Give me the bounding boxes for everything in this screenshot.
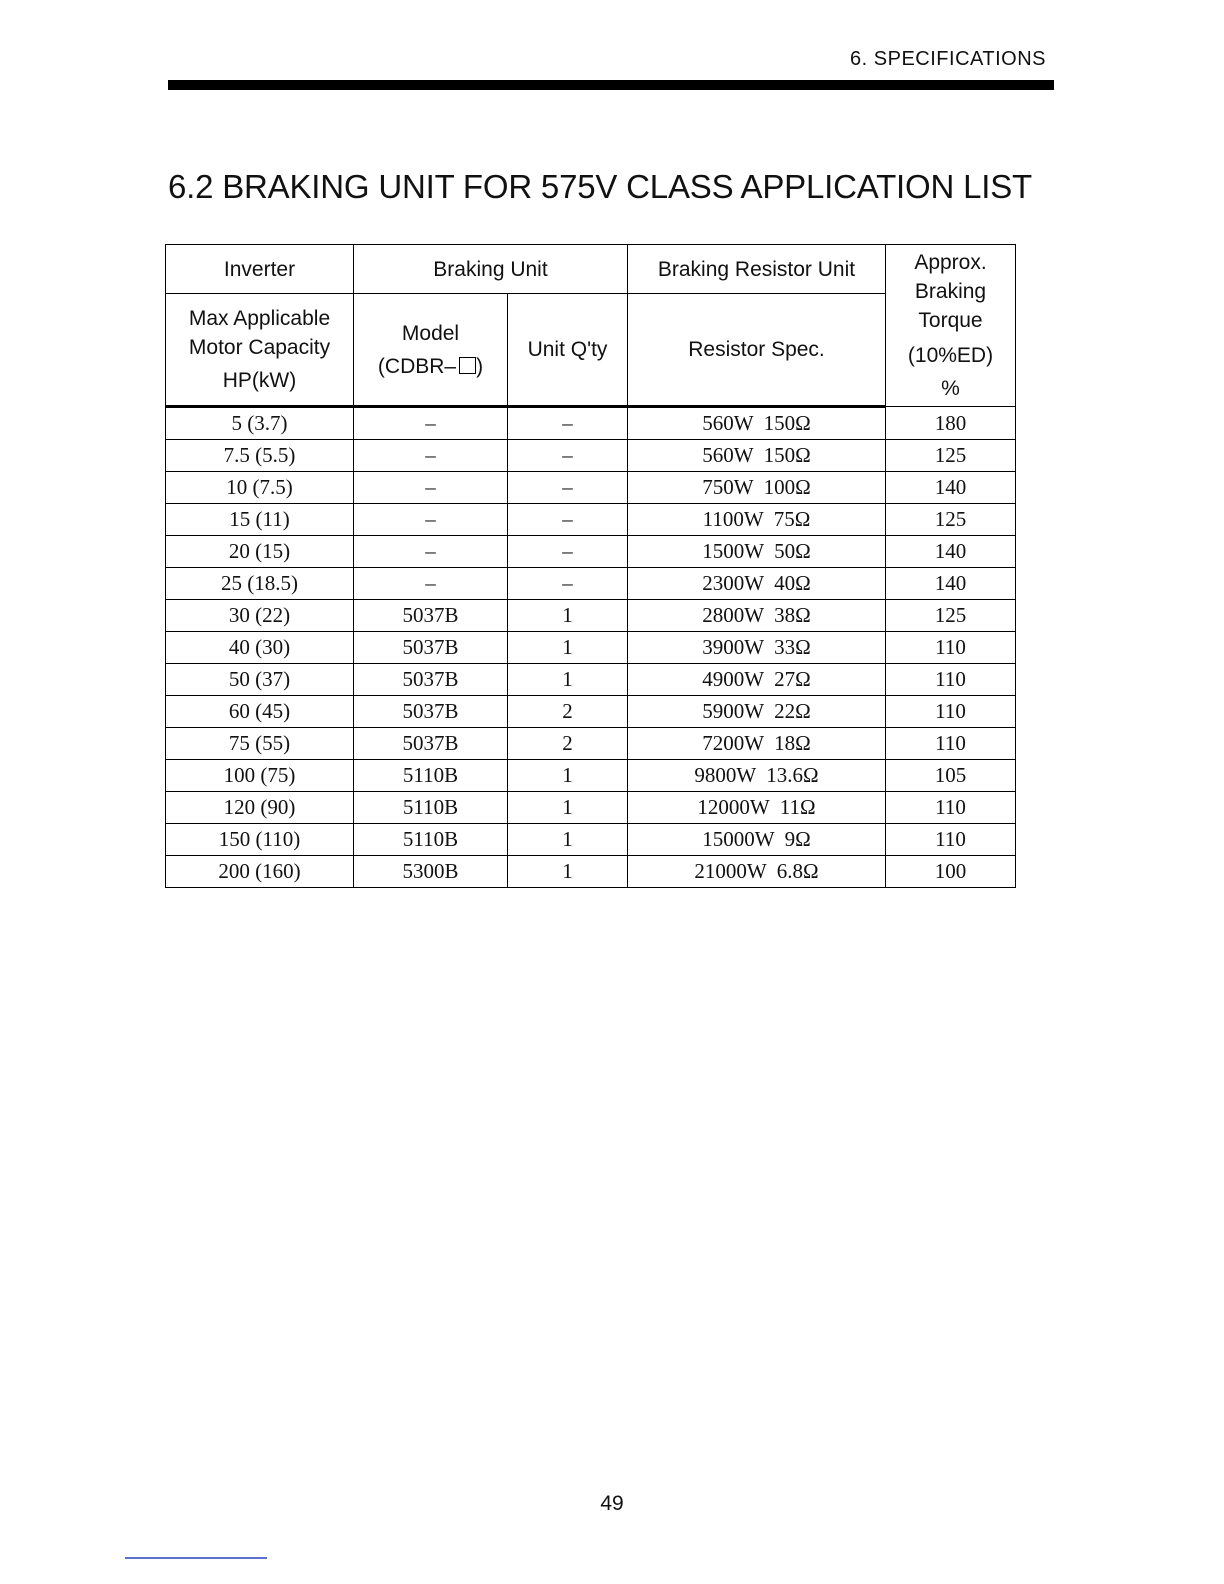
cell-torque: 140 (886, 568, 1016, 600)
cell-resistor: 1500W 50Ω (628, 536, 886, 568)
placeholder-box-icon (459, 357, 476, 374)
table-row (166, 760, 1016, 792)
cell-qty: 1 (508, 856, 628, 888)
section-title: 6.2 BRAKING UNIT FOR 575V CLASS APPLICATION LIST (168, 168, 1032, 205)
cell-qty: 1 (508, 664, 628, 696)
torque-header-line: Approx. (914, 251, 987, 274)
cell-capacity: 75 (55) (166, 728, 354, 760)
cell-resistor: 9800W 13.6Ω (628, 760, 886, 792)
cell-torque: 110 (886, 792, 1016, 824)
cell-capacity: 150 (110) (166, 824, 354, 856)
cell-torque: 110 (886, 664, 1016, 696)
cell-model: 5037B (354, 696, 508, 728)
cell-model: 5037B (354, 664, 508, 696)
cell-resistor: 1100W 75Ω (628, 504, 886, 536)
cell-torque: 125 (886, 440, 1016, 472)
cell-qty: 1 (508, 792, 628, 824)
cell-capacity: 10 (7.5) (166, 472, 354, 504)
table-row (166, 600, 1016, 632)
cell-qty: 2 (508, 696, 628, 728)
cell-resistor: 560W 150Ω (628, 407, 886, 440)
header-braking-torque (886, 245, 1016, 407)
cell-model: 5110B (354, 792, 508, 824)
cell-model: 5037B (354, 600, 508, 632)
cell-resistor: 3900W 33Ω (628, 632, 886, 664)
cell-torque: 110 (886, 824, 1016, 856)
cell-model: 5300B (354, 856, 508, 888)
cell-qty: – (508, 536, 628, 568)
cell-resistor: 560W 150Ω (628, 440, 886, 472)
cell-resistor: 750W 100Ω (628, 472, 886, 504)
cell-qty: 1 (508, 760, 628, 792)
cell-model: 5037B (354, 632, 508, 664)
cell-torque: 100 (886, 856, 1016, 888)
torque-header-line: Torque (918, 309, 983, 332)
model-header-line: Model (401, 321, 460, 345)
cell-torque: 110 (886, 728, 1016, 760)
cell-resistor: 21000W 6.8Ω (628, 856, 886, 888)
torque-header-line: (10%ED) (907, 344, 994, 367)
cell-model: 5037B (354, 728, 508, 760)
table-row (166, 440, 1016, 472)
table-row (166, 856, 1016, 888)
table-row (166, 792, 1016, 824)
cell-model: 5110B (354, 760, 508, 792)
table-row (166, 472, 1016, 504)
cell-resistor: 7200W 18Ω (628, 728, 886, 760)
cell-torque: 140 (886, 472, 1016, 504)
cell-qty: – (508, 407, 628, 440)
cell-torque: 110 (886, 632, 1016, 664)
cell-model: – (354, 504, 508, 536)
running-header: 6. SPECIFICATIONS (850, 48, 1046, 70)
torque-header-line: Braking (914, 280, 987, 303)
cell-capacity: 200 (160) (166, 856, 354, 888)
cell-resistor: 4900W 27Ω (628, 664, 886, 696)
cell-resistor: 12000W 11Ω (628, 792, 886, 824)
table-row (166, 664, 1016, 696)
cell-torque: 105 (886, 760, 1016, 792)
cell-capacity: 50 (37) (166, 664, 354, 696)
capacity-header-line: Motor Capacity (188, 336, 331, 359)
cell-qty: 1 (508, 600, 628, 632)
cell-model: – (354, 472, 508, 504)
table-row (166, 824, 1016, 856)
capacity-header-line: Max Applicable (188, 307, 331, 330)
table-row (166, 728, 1016, 760)
table-row (166, 536, 1016, 568)
cell-qty: – (508, 568, 628, 600)
header-model (354, 294, 508, 407)
cell-capacity: 120 (90) (166, 792, 354, 824)
cell-torque: 125 (886, 504, 1016, 536)
header-resistor-spec: Resistor Spec. (628, 294, 886, 407)
header-inverter: Inverter (166, 245, 354, 294)
table-row (166, 568, 1016, 600)
cell-resistor: 15000W 9Ω (628, 824, 886, 856)
cell-capacity: 25 (18.5) (166, 568, 354, 600)
cell-model: – (354, 440, 508, 472)
cell-qty: 1 (508, 824, 628, 856)
header-unit-qty: Unit Q'ty (508, 294, 628, 407)
page-number: 49 (600, 1492, 624, 1515)
cell-qty: – (508, 440, 628, 472)
cell-model: – (354, 536, 508, 568)
cell-model: – (354, 407, 508, 440)
cell-capacity: 20 (15) (166, 536, 354, 568)
cell-torque: 110 (886, 696, 1016, 728)
cell-capacity: 5 (3.7) (166, 407, 354, 440)
header-motor-capacity (166, 294, 354, 407)
cell-model: 5110B (354, 824, 508, 856)
cell-qty: – (508, 504, 628, 536)
cell-qty: 1 (508, 632, 628, 664)
cell-resistor: 5900W 22Ω (628, 696, 886, 728)
footer-link-underline (125, 1557, 267, 1559)
header-braking-unit: Braking Unit (354, 245, 628, 294)
cell-torque: 140 (886, 536, 1016, 568)
model-suffix: ) (476, 354, 484, 378)
cell-qty: – (508, 472, 628, 504)
table-row (166, 696, 1016, 728)
cell-torque: 125 (886, 600, 1016, 632)
model-header-line (354, 352, 507, 381)
cell-capacity: 100 (75) (166, 760, 354, 792)
cell-model: – (354, 568, 508, 600)
torque-header-line: % (941, 377, 960, 400)
model-prefix: (CDBR– (377, 354, 457, 378)
header-braking-resistor-unit: Braking Resistor Unit (628, 245, 886, 294)
braking-unit-table (165, 244, 1016, 888)
capacity-header-line: HP(kW) (222, 369, 297, 392)
table-row (166, 632, 1016, 664)
cell-capacity: 60 (45) (166, 696, 354, 728)
cell-capacity: 40 (30) (166, 632, 354, 664)
cell-qty: 2 (508, 728, 628, 760)
cell-resistor: 2300W 40Ω (628, 568, 886, 600)
table-row (166, 407, 1016, 440)
cell-capacity: 30 (22) (166, 600, 354, 632)
cell-torque: 180 (886, 407, 1016, 440)
cell-resistor: 2800W 38Ω (628, 600, 886, 632)
cell-capacity: 7.5 (5.5) (166, 440, 354, 472)
cell-capacity: 15 (11) (166, 504, 354, 536)
header-rule (168, 80, 1054, 90)
table-row (166, 504, 1016, 536)
